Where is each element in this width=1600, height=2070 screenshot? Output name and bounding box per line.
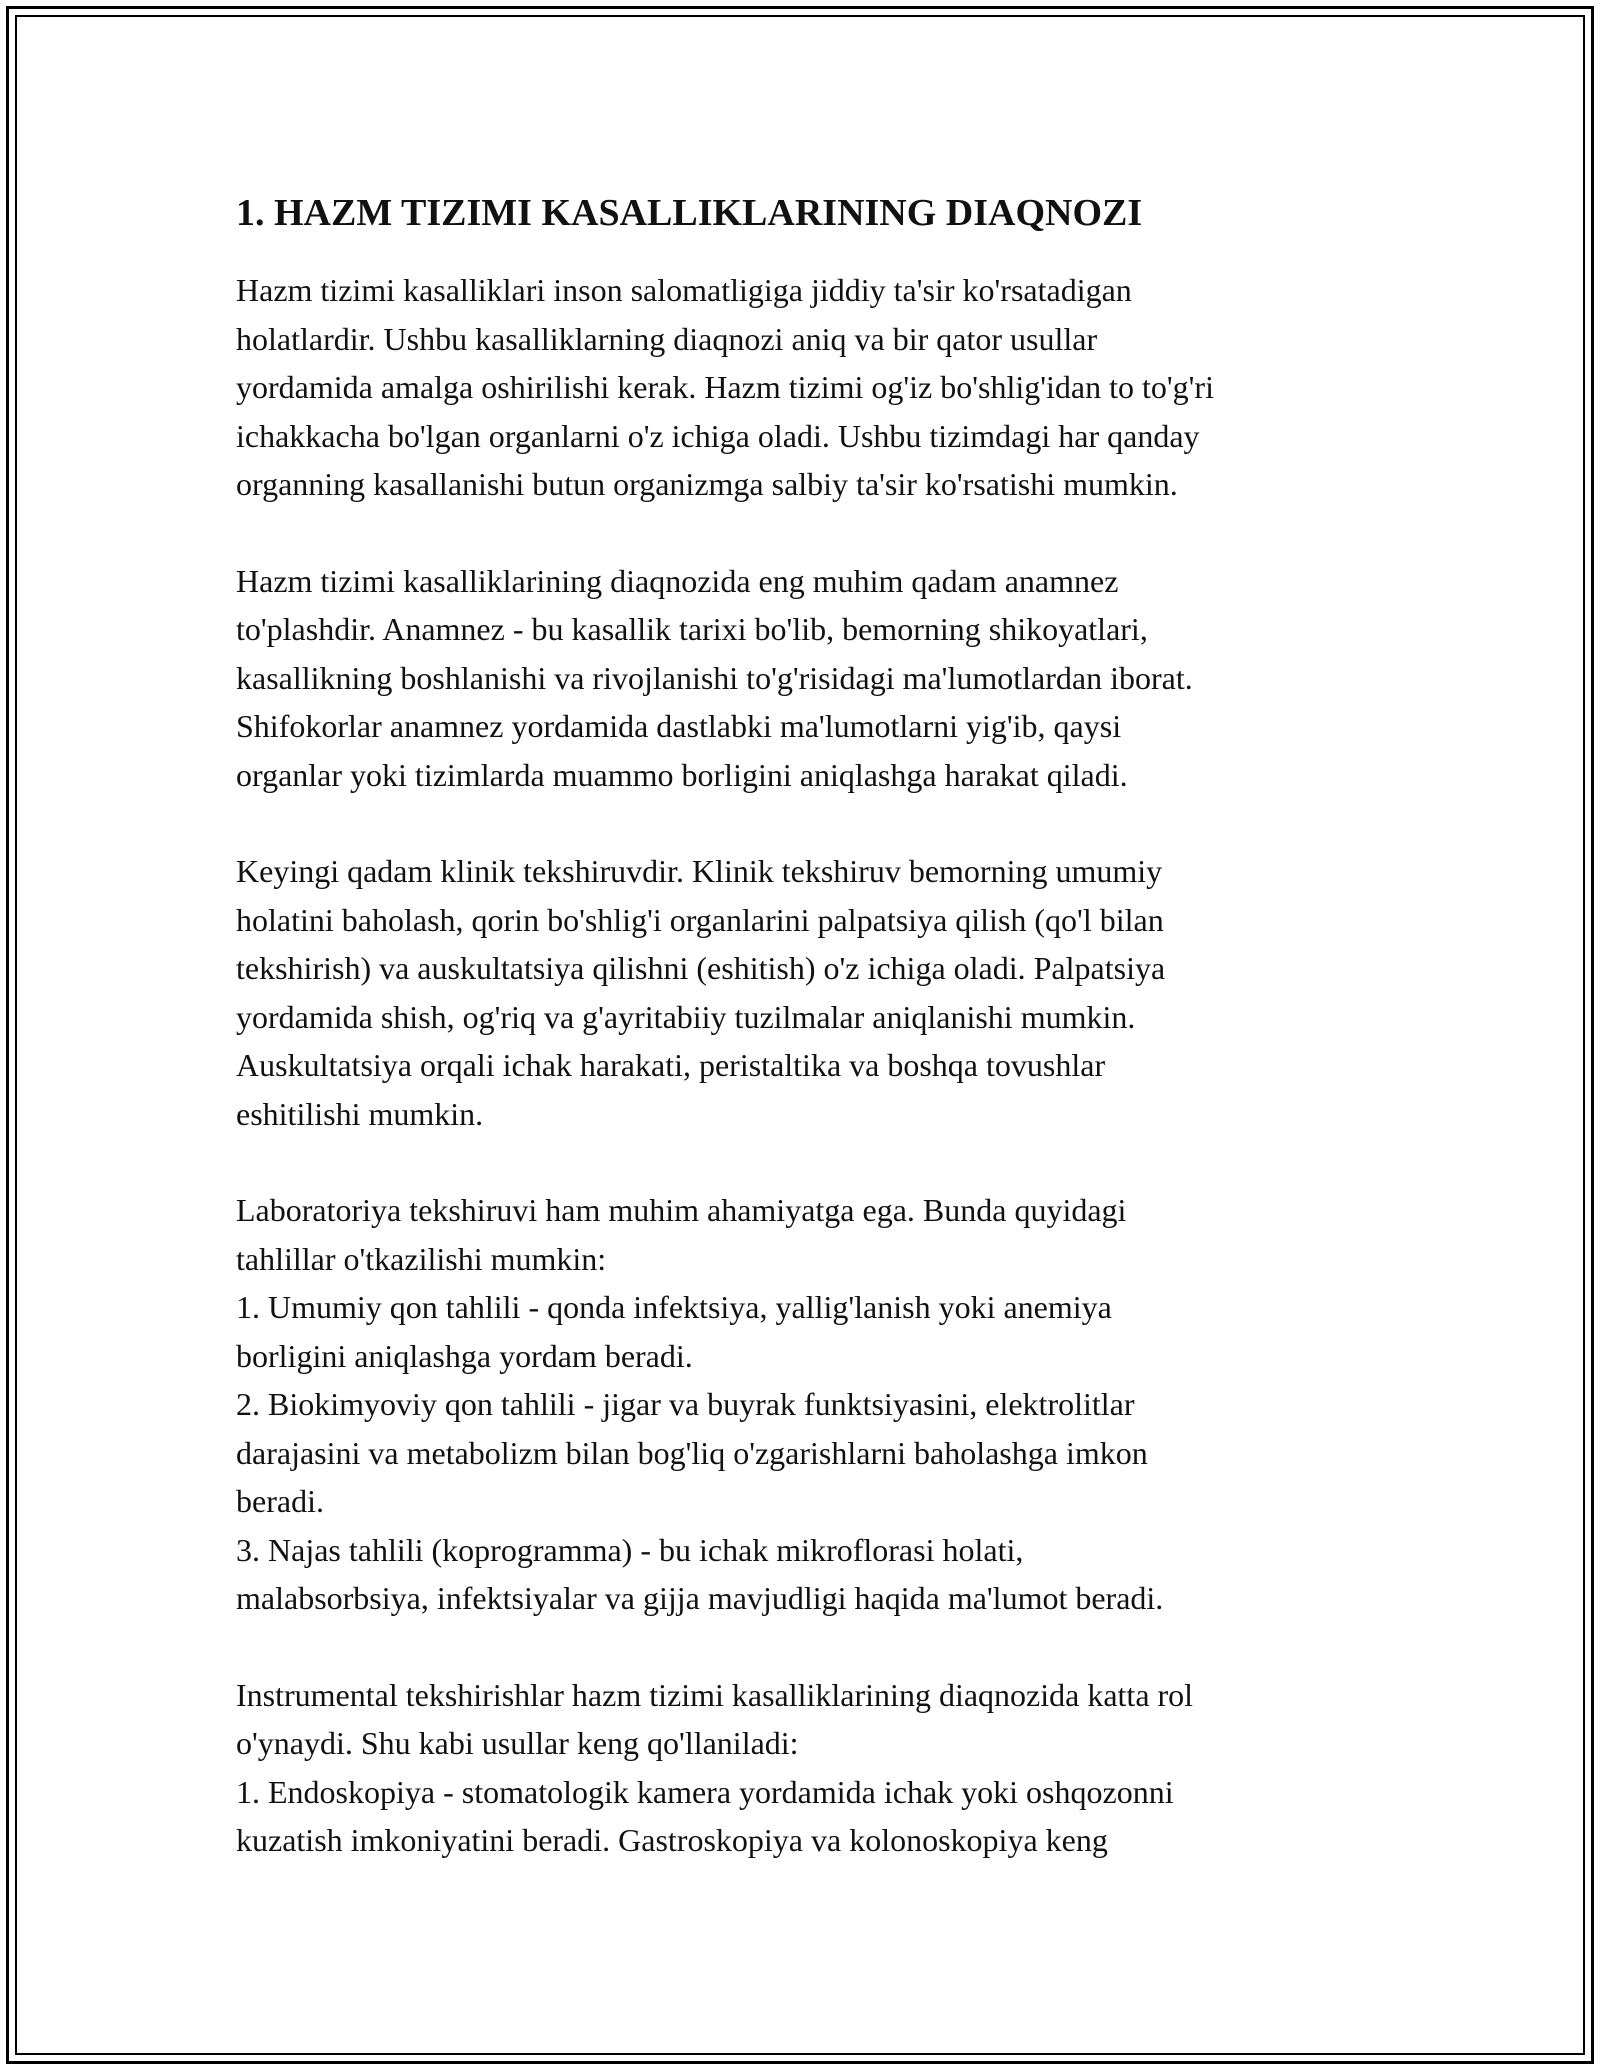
text-line: ichakkacha bo'lgan organlarni o'z ichiga oladi. Ushbu tizimdagi har qanday (236, 417, 1200, 454)
text-line: holatini baholash, qorin bo'shlig'i organlarini palpatsiya qilish (qo'l bilan (236, 901, 1164, 938)
text-line: Keyingi qadam klinik tekshiruvdir. Klinik tekshiruv bemorning umumiy (236, 853, 1163, 889)
paragraph-clinical-exam (236, 847, 1376, 1138)
text-line: Hazm tizimi kasalliklari inson salomatligiga jiddiy ta'sir ko'rsatadigan (236, 272, 1132, 308)
text-line: organlar yoki tizimlarda muammo borligini aniqlashga harakat qiladi. (236, 756, 1128, 793)
text-line: Auskultatsiya orqali ichak harakati, peristaltika va boshqa tovushlar (236, 1047, 1106, 1083)
text-line: to'plashdir. Anamnez - bu kasallik tarixi bo'lib, bemorning shikoyatlari, (236, 611, 1148, 647)
text-line: kasallikning boshlanishi va rivojlanishi to'g'risidagi ma'lumotlardan iborat. (236, 659, 1193, 696)
text-line: darajasini va metabolizm bilan bog'liq o'zgarishlarni baholashga imkon (236, 1434, 1148, 1471)
text-line: borligini aniqlashga yordam beradi. (236, 1337, 693, 1374)
text-line: eshitilishi mumkin. (236, 1095, 484, 1132)
text-line: 1. Umumiy qon tahlili - qonda infektsiya, yallig'lanish yoki anemiya (236, 1289, 1112, 1325)
text-line: 3. Najas tahlili (koprogramma) - bu ichak mikroflorasi holati, (236, 1531, 1024, 1568)
text-line: o'ynaydi. Shu kabi usullar keng qo'llaniladi: (236, 1725, 799, 1761)
text-line: beradi. (236, 1483, 324, 1519)
paragraph-intro (236, 266, 1376, 509)
text-line: yordamida amalga oshirilishi kerak. Hazm tizimi og'iz bo'shlig'idan to to'g'ri (236, 369, 1214, 405)
text-line: Hazm tizimi kasalliklarining diaqnozida eng muhim qadam anamnez (236, 562, 1119, 599)
document-title: 1. HAZM TIZIMI KASALLIKLARINING DIAQNOZI (236, 192, 1143, 234)
text-line: kuzatish imkoniyatini beradi. Gastroskopiya va kolonoskopiya keng (236, 1822, 1108, 1858)
text-line: 2. Biokimyoviy qon tahlili - jigar va buyrak funktsiyasini, elektrolitlar (236, 1386, 1135, 1422)
text-line: Shifokorlar anamnez yordamida dastlabki ma'lumotlarni yig'ib, qaysi (236, 708, 1122, 744)
text-line: organning kasallanishi butun organizmga salbiy ta'sir ko'rsatishi mumkin. (236, 466, 1178, 502)
text-line: 1. Endoskopiya - stomatologik kamera yordamida ichak yoki oshqozonni (236, 1773, 1174, 1810)
text-line: Laboratoriya tekshiruvi ham muhim ahamiyatga ega. Bunda quyidagi (236, 1192, 1127, 1228)
paragraph-laboratory (236, 1186, 1376, 1623)
paragraph-anamnez (236, 557, 1376, 800)
document-body (236, 186, 1376, 1913)
text-line: Instrumental tekshirishlar hazm tizimi kasalliklarining diaqnozida katta rol (236, 1676, 1194, 1713)
text-line: holatlardir. Ushbu kasalliklarning diaqnozi aniq va bir qator usullar (236, 320, 1098, 357)
text-line: yordamida shish, og'riq va g'ayritabiiy tuzilmalar aniqlanishi mumkin. (236, 998, 1136, 1035)
paragraph-instrumental (236, 1671, 1376, 1865)
text-line: malabsorbsiya, infektsiyalar va gijja mavjudligi haqida ma'lumot beradi. (236, 1580, 1164, 1616)
text-line: tekshirish) va auskultatsiya qilishni (eshitish) o'z ichiga oladi. Palpatsiya (236, 950, 1166, 986)
text-line: tahlillar o'tkazilishi mumkin: (236, 1240, 607, 1277)
